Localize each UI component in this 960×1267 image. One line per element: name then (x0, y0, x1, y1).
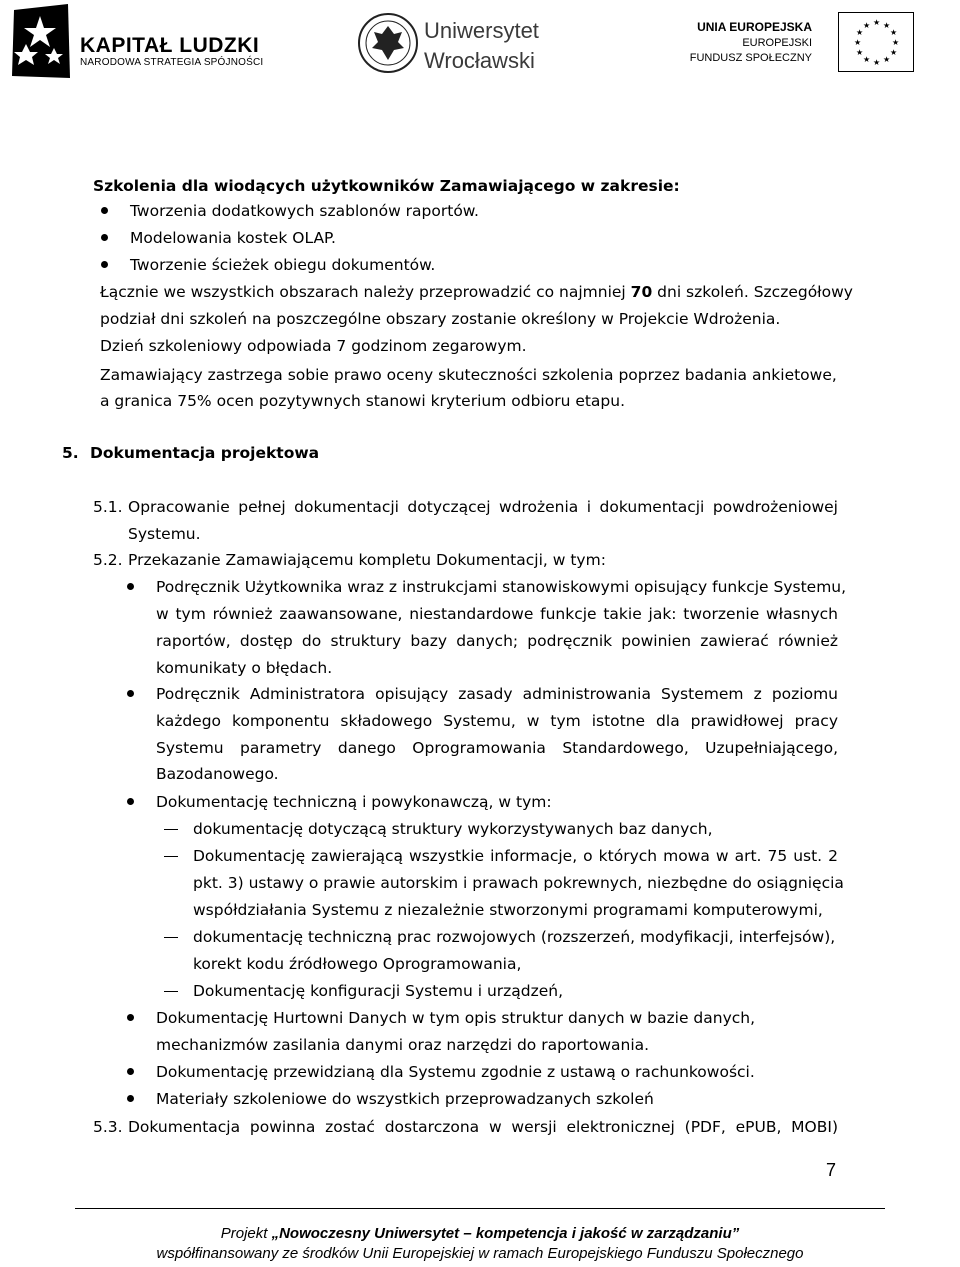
bullet-icon (127, 1095, 134, 1102)
list-item-continuation: Bazodanowego. (156, 765, 279, 783)
bullet-icon (127, 583, 134, 590)
page-number: 7 (826, 1160, 837, 1180)
list-item: Dokumentację techniczną i powykonawczą, w tym: (156, 793, 552, 811)
training-detail: podział dni szkoleń na poszczególne obszary zostanie określony w Projekcie Wdrożenia. (100, 310, 781, 328)
svg-text:★: ★ (856, 28, 864, 37)
section-number: 5. (62, 444, 79, 462)
training-day-length: Dzień szkoleniowy odpowiada 7 godzinom zegarowym. (100, 337, 527, 355)
svg-text:★: ★ (854, 38, 862, 47)
subsection-number: 5.3. (93, 1118, 123, 1136)
list-item-continuation: raportów, dostęp do struktury bazy danych; podręcznik powinien zawierać również (156, 632, 838, 650)
list-item: Podręcznik Użytkownika wraz z instrukcjami stanowiskowymi opisujący funkcje Systemu, (156, 578, 847, 596)
footer-project-line (0, 1225, 960, 1242)
training-evaluation-line1: Zamawiający zastrzega sobie prawo oceny skuteczności szkolenia poprzez badania ankietowe, (100, 366, 837, 384)
bullet-icon (127, 690, 134, 697)
sub-list-item-continuation: współdziałania Systemu z niezależnie stworzonymi programami komputerowymi, (193, 901, 823, 919)
bullet-icon (127, 798, 134, 805)
subsection-5-1-line2: Systemu. (128, 525, 201, 543)
sub-list-item-continuation: pkt. 3) ustawy o prawie autorskim i prawach pokrewnych, niezbędne do osiągnięcia (193, 874, 844, 892)
list-item-continuation: Systemu parametry danego Oprogramowania Standardowego, Uzupełniającego, (156, 739, 838, 757)
dash-icon (164, 856, 178, 857)
university-name-line1: Uniwersytet (424, 18, 539, 43)
bullet-icon (127, 1068, 134, 1075)
kapital-ludzki-title: KAPITAŁ LUDZKI (80, 34, 260, 57)
sub-list-item-continuation: korekt kodu źródłowego Oprogramowania, (193, 955, 522, 973)
bullet-icon (101, 261, 108, 268)
list-item: Dokumentację przewidzianą dla Systemu zgodnie z ustawą o rachunkowości. (156, 1063, 755, 1081)
eu-fund-logo (680, 12, 920, 78)
svg-text:★: ★ (873, 18, 881, 27)
list-item: Modelowania kostek OLAP. (130, 229, 336, 247)
dash-icon (164, 829, 178, 830)
sub-list-item: dokumentację techniczną prac rozwojowych (rozszerzeń, modyfikacji, interfejsów), (193, 928, 836, 946)
svg-text:★: ★ (863, 55, 871, 64)
list-item: Tworzenie ścieżek obiegu dokumentów. (130, 256, 436, 274)
eu-flag-icon (838, 12, 914, 72)
training-total (100, 279, 853, 306)
subsection-5-1-line1: Opracowanie pełnej dokumentacji dotyczącej wdrożenia i dokumentacji powdrożeniowej (128, 498, 838, 516)
svg-text:★: ★ (890, 48, 898, 57)
sub-list-item: Dokumentację zawierającą wszystkie informacje, o których mowa w art. 75 ust. 2 (193, 847, 838, 865)
footer-divider (75, 1208, 885, 1209)
footer-project-title: „Nowoczesny Uniwersytet – kompetencja i jakość w zarządzaniu” (271, 1225, 740, 1242)
sub-list-item: dokumentację dotyczącą struktury wykorzystywanych baz danych, (193, 820, 713, 838)
dash-icon (164, 991, 178, 992)
dash-icon (164, 937, 178, 938)
subsection-number: 5.1. (93, 498, 123, 516)
svg-text:★: ★ (863, 21, 871, 30)
bullet-icon (101, 207, 108, 214)
eu-line3: FUNDUSZ SPOŁECZNY (689, 52, 812, 64)
subsection-number: 5.2. (93, 551, 123, 569)
list-item: Materiały szkoleniowe do wszystkich przeprowadzanych szkoleń (156, 1090, 654, 1108)
kapital-ludzki-emblem-icon (10, 4, 74, 82)
list-item-continuation: mechanizmów zasilania danymi oraz narzędzi do raportowania. (156, 1036, 650, 1054)
university-crest-icon (358, 12, 418, 74)
eu-line2: EUROPEJSKI (742, 37, 812, 49)
eu-line1: UNIA EUROPEJSKA (697, 20, 812, 34)
training-heading: Szkolenia dla wiodących użytkowników Zamawiającego w zakresie: (93, 177, 680, 195)
training-total-days: 70 (630, 283, 653, 301)
svg-text:★: ★ (873, 58, 881, 67)
list-item: Tworzenia dodatkowych szablonów raportów. (130, 202, 479, 220)
training-evaluation-line2: a granica 75% ocen pozytywnych stanowi kryterium odbioru etapu. (100, 392, 626, 410)
kapital-ludzki-subtitle: NARODOWA STRATEGIA SPÓJNOŚCI (80, 57, 264, 68)
svg-text:★: ★ (892, 38, 900, 47)
footer-funding-line: współfinansowany ze środków Unii Europejskiej w ramach Europejskiego Funduszu Społecznego (156, 1245, 804, 1262)
svg-text:★: ★ (883, 21, 891, 30)
training-total-pre: Łącznie we wszystkich obszarach należy przeprowadzić co najmniej (100, 283, 631, 301)
bullet-icon (127, 1014, 134, 1021)
sub-list-item: Dokumentację konfiguracji Systemu i urządzeń, (193, 982, 564, 1000)
university-logo (358, 8, 558, 78)
section-title: Dokumentacja projektowa (90, 444, 320, 462)
subsection-5-2-text: Przekazanie Zamawiającemu kompletu Dokumentacji, w tym: (128, 551, 606, 569)
svg-text:★: ★ (890, 28, 898, 37)
list-item-continuation: komunikaty o błędach. (156, 659, 333, 677)
svg-text:★: ★ (883, 55, 891, 64)
training-total-post: dni szkoleń. Szczegółowy (652, 283, 853, 301)
list-item-continuation: każdego komponentu składowego Systemu, w tym istotne dla prawidłowej pracy (156, 712, 838, 730)
university-name-line2: Wrocławski (424, 48, 535, 73)
bullet-icon (101, 234, 108, 241)
list-item: Podręcznik Administratora opisujący zasady administrowania Systemem z poziomu (156, 685, 838, 703)
list-item: Dokumentację Hurtowni Danych w tym opis struktur danych w bazie danych, (156, 1009, 756, 1027)
subsection-5-3-text: Dokumentacja powinna zostać dostarczona w wersji elektronicznej (PDF, ePUB, MOBI) (128, 1118, 838, 1136)
footer-project-prefix: Projekt (220, 1225, 272, 1242)
svg-text:★: ★ (856, 48, 864, 57)
kapital-ludzki-logo (10, 4, 264, 82)
list-item-continuation: w tym również zaawansowane, niestandardowe funkcje takie jak: tworzenie własnych (156, 605, 838, 623)
